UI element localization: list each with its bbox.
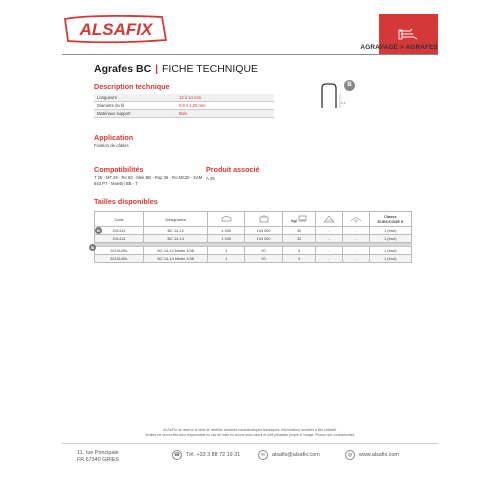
hand-staple-icon bbox=[398, 27, 419, 41]
eurocode-line2: EUROCODE 5 bbox=[377, 219, 404, 224]
product-name: Agrafes BC bbox=[94, 63, 152, 75]
cell-kg: 3 bbox=[282, 247, 315, 255]
cell-box: 1 bbox=[208, 247, 245, 255]
col-eurocode bbox=[369, 212, 411, 227]
cell-designation: BC 14-14 bbox=[143, 235, 208, 243]
description-heading: Description technique bbox=[94, 82, 170, 91]
legal-notice-line: ALSAFIX se réserve le droit de modifier certaines caractéristiques techniques. Informations données à titre indicatif. bbox=[163, 428, 337, 432]
footer-phone bbox=[172, 450, 240, 460]
cell-crosshatch: - bbox=[316, 227, 343, 235]
mail-icon: ✉ bbox=[258, 450, 268, 460]
header-divider bbox=[62, 54, 438, 55]
description-value: 0,6 x 1,25 mm bbox=[179, 103, 206, 108]
legal-notice-line: Veuillez ne seront être tenu responsable en cas de mise en œuvre avec calcul et outil préalable propre à l'usage. Photos non contractuelles. bbox=[144, 433, 356, 437]
col-code: Code bbox=[95, 212, 144, 227]
eurocode-line1: Classe bbox=[384, 214, 397, 219]
col-box bbox=[208, 212, 245, 227]
col-crosshatch bbox=[316, 212, 343, 227]
footer-divider bbox=[62, 443, 438, 444]
cell-stack: - bbox=[343, 255, 370, 263]
alsafix-logo bbox=[62, 14, 170, 44]
globe-icon: ◍ bbox=[345, 450, 355, 460]
logo-text: ALSAFIX bbox=[79, 20, 153, 39]
breadcrumb-category: AGRAFAGE > AGRAFES bbox=[360, 44, 438, 51]
cell-crosshatch: - bbox=[316, 255, 343, 263]
sizes-table bbox=[94, 211, 412, 263]
description-label: Matériaux support bbox=[97, 111, 131, 116]
col-stack bbox=[343, 212, 370, 227]
table-row bbox=[95, 235, 412, 243]
description-value: Bois bbox=[179, 111, 188, 116]
description-label: Longueurs bbox=[97, 95, 117, 100]
group-badge-b: B bbox=[95, 227, 102, 234]
cell-stack: - bbox=[343, 227, 370, 235]
website-text[interactable]: www.alsafix.com bbox=[359, 452, 399, 458]
staple-dimension: 1,2 bbox=[341, 101, 346, 105]
pallet-icon bbox=[298, 215, 307, 222]
description-row bbox=[94, 110, 274, 118]
cell-pack: 154 000 bbox=[245, 235, 283, 243]
cell-eurocode: 1 (brut) bbox=[369, 255, 411, 263]
col-pack bbox=[245, 212, 283, 227]
email-text[interactable]: alsafix@alsafix.com bbox=[272, 452, 320, 458]
kg-label: kg/ bbox=[291, 218, 297, 223]
footer-website[interactable] bbox=[345, 450, 399, 460]
compatibilites-heading: Compatibilités bbox=[94, 165, 144, 174]
cell-stack: - bbox=[343, 235, 370, 243]
pack-icon bbox=[259, 215, 269, 223]
cell-code: 201412 bbox=[95, 227, 144, 235]
cell-stack: - bbox=[343, 247, 370, 255]
description-table bbox=[94, 94, 274, 118]
cell-box: 1 000 bbox=[208, 235, 245, 243]
cell-crosshatch: - bbox=[316, 247, 343, 255]
cell-box: 1 000 bbox=[208, 227, 245, 235]
cell-designation: BC 14-12 blister 1/48 bbox=[143, 247, 208, 255]
cell-eurocode: 1 (brut) bbox=[369, 247, 411, 255]
col-kg bbox=[282, 212, 315, 227]
footer-email[interactable] bbox=[258, 450, 320, 460]
tailles-heading: Tailles disponibles bbox=[94, 197, 158, 206]
cell-pack: 20 bbox=[245, 247, 283, 255]
table-row bbox=[95, 247, 412, 255]
crosshatch-icon bbox=[323, 215, 335, 223]
cell-eurocode: 1 (brut) bbox=[369, 227, 411, 235]
description-row bbox=[94, 94, 274, 102]
cell-pack: 154 000 bbox=[245, 227, 283, 235]
cell-pack: 20 bbox=[245, 255, 283, 263]
application-text: Fixation de câbles bbox=[94, 143, 129, 148]
cell-crosshatch: - bbox=[316, 235, 343, 243]
phone-text: Tél. +33 3 88 72 19 31 bbox=[186, 452, 241, 458]
table-header-row bbox=[95, 212, 412, 227]
footer-address bbox=[77, 450, 119, 465]
compatibilites-text: T 25 - MT 25 - Ro 88 - Mek BB - Rap 36 - Ro MS20 - SAM 643 P7 - Maestri BB - T bbox=[94, 175, 203, 187]
description-label: Diamètre du fil bbox=[97, 103, 124, 108]
cell-code: 201412BL bbox=[95, 247, 144, 255]
address-line: 11, rue Principale bbox=[77, 450, 119, 456]
col-designation: Désignation bbox=[143, 212, 208, 227]
page-title bbox=[94, 63, 258, 75]
produit-associe-text: A 25 bbox=[206, 176, 215, 181]
address-line: FR 67340 GRIES bbox=[77, 457, 119, 464]
type-b-badge: B bbox=[344, 80, 355, 91]
produit-associe-heading: Produit associé bbox=[206, 165, 260, 174]
group-badge-b: B bbox=[89, 244, 96, 251]
cell-code: 201414 bbox=[95, 235, 144, 243]
title-separator: | bbox=[155, 63, 159, 75]
cell-kg: 30 bbox=[282, 227, 315, 235]
table-row bbox=[95, 227, 412, 235]
cell-kg: 32 bbox=[282, 235, 315, 243]
table-row bbox=[95, 255, 412, 263]
cell-designation: BC 14-14 blister 1/48 bbox=[143, 255, 208, 263]
cell-kg: 3 bbox=[282, 255, 315, 263]
cell-designation: BC 14-12 bbox=[143, 227, 208, 235]
application-heading: Application bbox=[94, 133, 134, 142]
cell-eurocode: 1 (brut) bbox=[369, 235, 411, 243]
box-icon bbox=[221, 215, 232, 222]
stack-icon bbox=[350, 215, 362, 223]
document-type: FICHE TECHNIQUE bbox=[161, 63, 259, 75]
cell-box: 1 bbox=[208, 255, 245, 263]
description-row bbox=[94, 102, 274, 110]
phone-icon: ☎ bbox=[173, 452, 181, 458]
description-value: 12 à 14 mm bbox=[179, 95, 202, 100]
cell-code: 201414BL bbox=[95, 255, 144, 263]
